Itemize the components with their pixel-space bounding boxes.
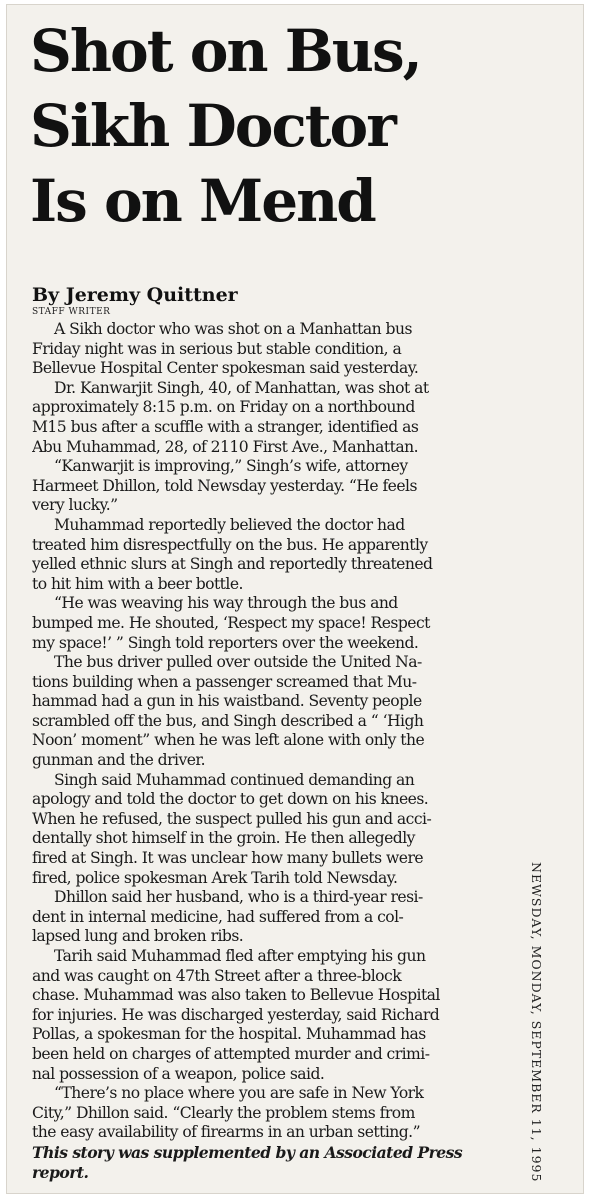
body-line: fired at Singh. It was unclear how many bullets were [32, 849, 424, 868]
byline: By Jeremy Quittner [32, 284, 238, 306]
body-line: very lucky.” [32, 496, 118, 515]
body-line: M15 bus after a scuffle with a stranger, identified as [32, 417, 419, 436]
body-line: my space!’ ” Singh told reporters over the weekend. [32, 633, 419, 652]
body-line: scrambled off the bus, and Singh described a “ ‘High [32, 711, 424, 730]
credit-line: This story was supplemented by an Associated Press [32, 1142, 463, 1162]
body-line: the easy availability of firearms in an urban setting.” [32, 1123, 421, 1142]
body-line: Pollas, a spokesman for the hospital. Muhammad has [32, 1025, 426, 1044]
body-line: for injuries. He was discharged yesterday, said Richard [32, 1005, 440, 1024]
byline-role: STAFF WRITER [32, 307, 111, 317]
body-line: City,” Dhillon said. “Clearly the problem stems from [32, 1103, 415, 1122]
body-line: Dr. Kanwarjit Singh, 40, of Manhattan, was shot at [54, 378, 429, 397]
body-line: yelled ethnic slurs at Singh and reportedly threatened [32, 555, 433, 574]
body-line: Singh said Muhammad continued demanding an [54, 770, 415, 789]
body-line: A Sikh doctor who was shot on a Manhattan bus [54, 320, 412, 338]
body-line: dentally shot himself in the groin. He then allegedly [32, 829, 415, 848]
body-line: “He was weaving his way through the bus and [54, 594, 398, 613]
headline [30, 14, 530, 239]
body-line: nal possession of a weapon, police said. [32, 1064, 325, 1083]
body-line: gunman and the driver. [32, 751, 205, 770]
body-line: tions building when a passenger screamed that Mu- [32, 672, 417, 691]
body-line: When he refused, the suspect pulled his gun and acci- [32, 809, 432, 828]
body-line: been held on charges of attempted murder and crimi- [32, 1044, 430, 1063]
body-line: Friday night was in serious but stable condition, a [32, 339, 402, 358]
credit-line: report. [32, 1162, 89, 1182]
body-line: lapsed lung and broken ribs. [32, 927, 244, 946]
headline-line: Shot on Bus, [30, 17, 421, 85]
body-line: Bellevue Hospital Center spokesman said yesterday. [32, 359, 419, 378]
body-line: to hit him with a beer bottle. [32, 574, 243, 593]
source-dateline: NEWSDAY, MONDAY, SEPTEMBER 11, 1995 [529, 862, 544, 1183]
headline-line: Is on Mend [30, 167, 375, 235]
body-line: dent in internal medicine, had suffered from a col- [32, 907, 404, 926]
body-line: Tarih said Muhammad fled after emptying his gun [54, 947, 426, 965]
body-line: treated him disrespectfully on the bus. He apparently [32, 535, 428, 554]
body-line: fired, police spokesman Arek Tarih told Newsday. [32, 868, 398, 887]
headline-line: Sikh Doctor [30, 92, 395, 160]
body-line: and was caught on 47th Street after a three-block [32, 966, 402, 985]
body-line: Dhillon said her husband, who is a third-year resi- [54, 888, 423, 907]
body-line: Noon’ moment” when he was left alone with only the [32, 731, 425, 750]
body-line: Abu Muhammad, 28, of 2110 First Ave., Manhattan. [32, 437, 418, 456]
body-line: bumped me. He shouted, ‘Respect my space! Respect [32, 613, 430, 632]
body-line: “There’s no place where you are safe in New York [54, 1084, 424, 1103]
article-body [32, 320, 512, 1182]
body-line: approximately 8:15 p.m. on Friday on a northbound [32, 398, 415, 417]
body-line: “Kanwarjit is improving,” Singh’s wife, attorney [54, 457, 408, 476]
body-line: hammad had a gun in his waistband. Seventy people [32, 692, 422, 711]
body-line: apology and told the doctor to get down on his knees. [32, 790, 429, 809]
body-line: Harmeet Dhillon, told Newsday yesterday. “He feels [32, 476, 417, 495]
body-line: chase. Muhammad was also taken to Bellevue Hospital [32, 986, 440, 1005]
body-line: The bus driver pulled over outside the United Na- [54, 653, 422, 672]
body-line: Muhammad reportedly believed the doctor had [54, 515, 405, 534]
